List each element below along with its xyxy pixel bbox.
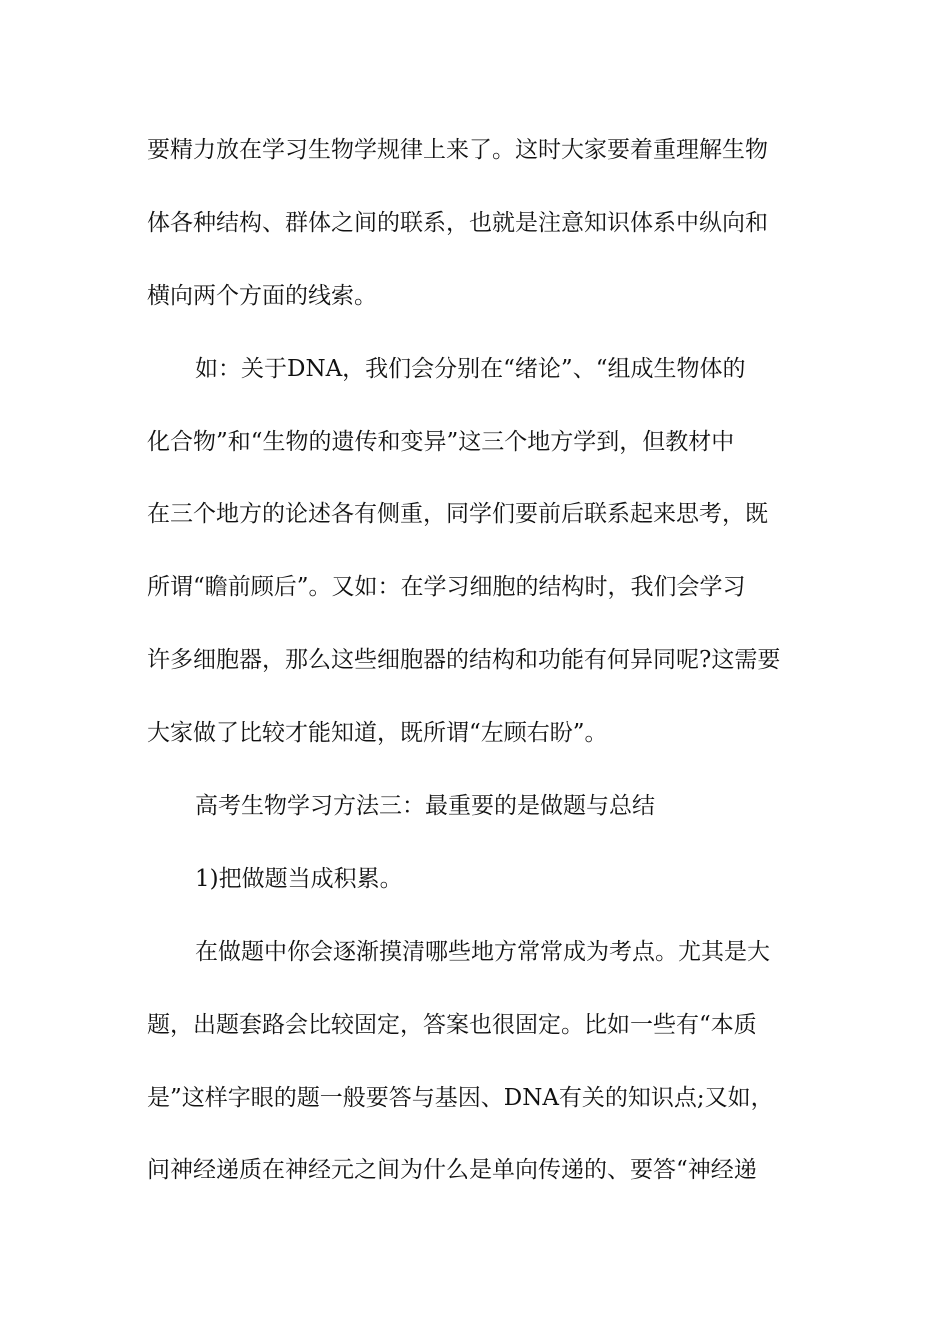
text-line: 问神经递质在神经元之间为什么是单向传递的、要答“神经递: [147, 1157, 757, 1184]
text-line: 题，出题套路会比较固定，答案也很固定。比如一些有“本质: [147, 1011, 757, 1038]
list-item: 1)把做题当成积累。: [195, 865, 403, 892]
body-text: [147, 128, 807, 1221]
section-heading: 高考生物学习方法三：最重要的是做题与总结: [195, 793, 655, 820]
text-line: 所谓“瞻前顾后”。又如：在学习细胞的结构时，我们会学习: [147, 574, 746, 601]
text-line: 在做题中你会逐渐摸清哪些地方常常成为考点。尤其是大: [195, 938, 770, 965]
text-line: 要精力放在学习生物学规律上来了。这时大家要着重理解生物: [147, 137, 768, 163]
text-line: 体各种结构、群体之间的联系，也就是注意知识体系中纵向和: [147, 209, 768, 236]
text-line: 许多细胞器，那么这些细胞器的结构和功能有何异同呢?这需要: [147, 647, 781, 674]
text-line: 横向两个方面的线索。: [147, 282, 377, 309]
text-line: 大家做了比较才能知道，既所谓“左顾右盼”。: [147, 720, 608, 747]
text-line: 是”这样字眼的题一般要答与基因、DNA有关的知识点;又如，: [147, 1084, 774, 1111]
text-line: 化合物”和“生物的遗传和变异”这三个地方学到，但教材中: [147, 428, 735, 455]
text-line: 如：关于DNA，我们会分别在“绪论”、“组成生物体的: [195, 355, 746, 382]
text-line: 在三个地方的论述各有侧重，同学们要前后联系起来思考，既: [147, 501, 768, 528]
